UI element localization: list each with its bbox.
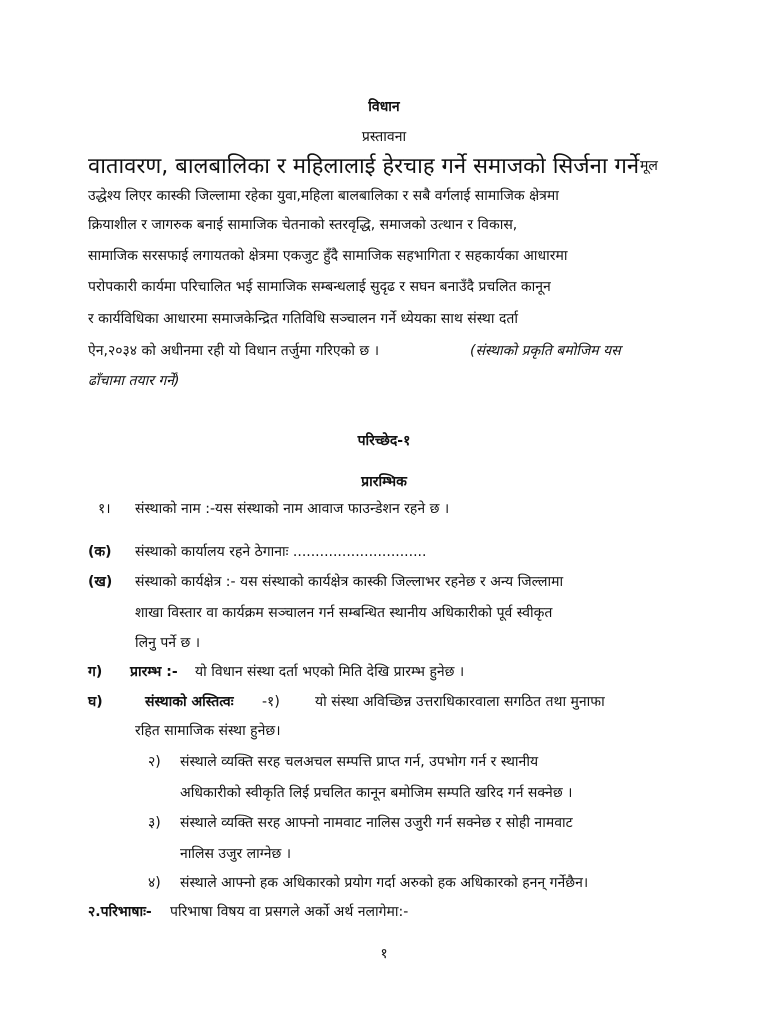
intro-line: परोपकारी कार्यमा परिचालित भई सामाजिक सम्बन्धलाई सुदृढ र सघन बनाउँदै प्रचलित कानून xyxy=(88,279,551,295)
sub-number: -१) xyxy=(262,694,280,710)
sub-text: संस्थाले व्यक्ति सरह चलअचल सम्पत्ति प्राप्त गर्न, उपभोग गर्न र स्थानीय xyxy=(180,754,539,770)
clause-text: संस्थाको कार्यालय रहने ठेगानाः .............................. xyxy=(135,544,427,560)
sub-text: संस्थाले व्यक्ति सरह आफ्नो नामवाट नालिस उजुरी गर्न सक्नेछ र सोही नामवाट xyxy=(180,815,573,831)
clause-label: प्रारम्भ :- xyxy=(130,664,178,680)
page-number: १ xyxy=(380,946,388,962)
section-number: १। xyxy=(98,501,111,517)
intro-line: उद्धेश्य लिएर कास्की जिल्लामा रहेका युवा,महिला बालबालिका र सबै वर्गलाई सामाजिक क्षेत्रमा xyxy=(88,188,559,204)
sub-number: ४) xyxy=(148,875,161,891)
sub-text: संस्थाले आफ्नो हक अधिकारको प्रयोग गर्दा अरुको हक अधिकारको हनन् गर्नेछैन। xyxy=(180,875,589,891)
sub-text: यो संस्था अविच्छिन्न उत्तराधिकारवाला सगठित तथा मुनाफा xyxy=(315,694,605,710)
chapter-title: प्रारम्भिक xyxy=(361,474,407,490)
document-title: विधान xyxy=(368,99,400,115)
preamble-heading: वातावरण, बालबालिका र महिलालाई हेरचाह गर्ने समाजको सिर्जना गर्ने xyxy=(88,154,640,179)
clause-marker: (ख) xyxy=(88,574,113,590)
intro-note: (संस्थाको प्रकृति बमोजिम यस xyxy=(470,343,621,359)
clause-label: संस्थाको अस्तित्वः xyxy=(145,694,234,710)
chapter-number: परिच्छेद-१ xyxy=(357,433,411,449)
intro-line: र कार्यविधिका आधारमा समाजकेन्द्रित गतिविधि सञ्चालन गर्ने ध्येयका साथ संस्था दर्ता xyxy=(88,311,518,327)
sub-text: अधिकारीको स्वीकृति लिई प्रचलित कानून बमोजिम सम्पति खरिद गर्न सक्नेछ । xyxy=(180,785,573,801)
sub-number: ३) xyxy=(148,815,161,831)
definitions-text: परिभाषा विषय वा प्रसगले अर्को अर्थ नलागेमा:- xyxy=(170,904,409,920)
clause-marker: (क) xyxy=(88,544,112,560)
clause-text: संस्थाको कार्यक्षेत्र :- यस संस्थाको कार्यक्षेत्र कास्की जिल्लाभर रहनेछ र अन्य जिल्लामा xyxy=(135,574,564,590)
clause-text: लिनु पर्ने छ । xyxy=(135,635,201,651)
preamble-heading-tail: मूल xyxy=(640,158,658,174)
clause-marker: ग) xyxy=(88,664,103,680)
clause-text: शाखा विस्तार वा कार्यक्रम सञ्चालन गर्न सम्बन्धित स्थानीय अधिकारीको पूर्व स्वीकृत xyxy=(135,605,553,621)
clause-text: यो विधान संस्था दर्ता भएको मिति देखि प्रारम्भ हुनेछ । xyxy=(195,664,465,680)
clause-marker: घ) xyxy=(88,694,103,710)
sub-number: २) xyxy=(148,754,161,770)
definitions-label: २.परिभाषाः- xyxy=(88,904,152,920)
intro-note: ढाँचामा तयार गर्ने) xyxy=(88,373,180,389)
sub-text: नालिस उजुर लाग्नेछ । xyxy=(180,846,292,862)
sub-text: रहित सामाजिक संस्था हुनेछ। xyxy=(135,723,281,739)
intro-line: सामाजिक सरसफाई लगायतको क्षेत्रमा एकजुट हुँदै सामाजिक सहभागिता र सहकार्यका आधारमा xyxy=(88,248,568,264)
intro-line: ऐन,२०३४ को अधीनमा रही यो विधान तर्जुमा गरिएको छ । xyxy=(88,343,379,359)
section-text: संस्थाको नाम :-यस संस्थाको नाम आवाज फाउन्डेशन रहने छ । xyxy=(135,501,450,517)
intro-line: क्रियाशील र जागरुक बनाई सामाजिक चेतनाको स्तरवृद्धि, समाजको उत्थान र विकास, xyxy=(88,217,518,233)
preamble-label: प्रस्तावना xyxy=(361,129,407,145)
